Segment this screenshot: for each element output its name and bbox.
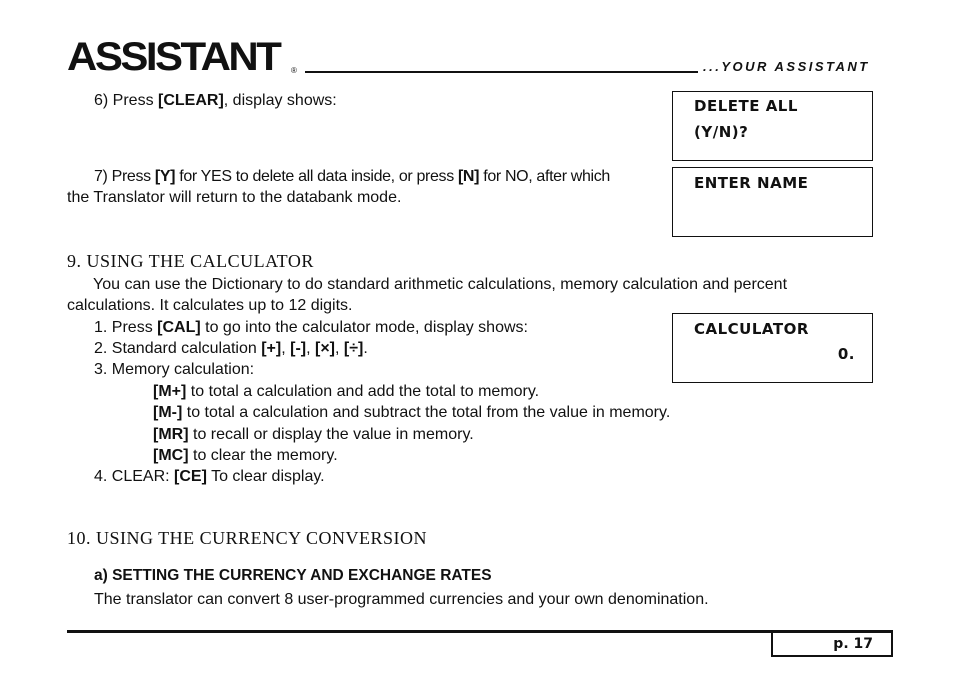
calculator-item-1: 1. Press [CAL] to go into the calculator mode, display shows: — [94, 319, 528, 336]
key-mc: [MC] — [153, 447, 189, 464]
display-enter-name-text: ENTER NAME — [694, 174, 809, 192]
section-currency-title: 10. USING THE CURRENCY CONVERSION — [67, 528, 428, 548]
display-delete-line1: DELETE ALL — [694, 97, 798, 115]
display-delete-all — [672, 91, 873, 161]
key-minus: [-] — [290, 340, 307, 357]
display-calculator — [672, 313, 873, 383]
calculator-intro-line2: calculations. It calculates up to 12 digits. — [67, 297, 353, 314]
display-delete-line2: (Y/N)? — [694, 123, 749, 141]
key-multiply: [×] — [314, 340, 335, 357]
step-7-line2: the Translator will return to the databank mode. — [67, 189, 402, 206]
calculator-item-4: 4. CLEAR: [CE] To clear display. — [94, 468, 325, 485]
display-calculator-label: CALCULATOR — [694, 320, 809, 338]
key-n: [N] — [457, 168, 480, 185]
memory-item-mc: [MC] to clear the memory. — [153, 447, 338, 464]
key-ce: [CE] — [174, 468, 207, 485]
calculator-intro: You can use the Dictionary to do standard arithmetic calculations, memory calculation and percent — [93, 276, 788, 293]
registered-mark: ® — [291, 66, 297, 75]
step-7-line1: 7) Press [Y] for YES to delete all data inside, or press [N] for NO, after which — [94, 168, 610, 185]
footer-rule — [67, 630, 893, 633]
currency-text: The translator can convert 8 user-programmed currencies and your own denomination. — [94, 591, 709, 608]
brand-logo: ASSISTANT — [67, 34, 280, 79]
memory-item-mplus: [M+] to total a calculation and add the total to memory. — [153, 383, 540, 400]
memory-item-mr: [MR] to recall or display the value in memory. — [153, 426, 474, 443]
calculator-item-3: 3. Memory calculation: — [94, 361, 255, 378]
currency-subtitle: a) SETTING THE CURRENCY AND EXCHANGE RATES — [94, 567, 492, 584]
key-y: [Y] — [154, 168, 176, 185]
key-m-minus: [M-] — [153, 404, 183, 421]
step-6: 6) Press [CLEAR], display shows: — [94, 92, 337, 109]
key-cal: [CAL] — [157, 319, 201, 336]
key-m-plus: [M+] — [153, 383, 187, 400]
key-plus: [+] — [261, 340, 282, 357]
key-divide: [÷] — [343, 340, 364, 357]
memory-item-mminus: [M-] to total a calculation and subtract the total from the value in memory. — [153, 404, 671, 421]
display-calculator-value: 0. — [837, 345, 855, 363]
display-enter-name — [672, 167, 873, 237]
section-calculator-title: 9. USING THE CALCULATOR — [67, 251, 314, 271]
header-rule — [305, 71, 698, 73]
key-mr: [MR] — [153, 426, 189, 443]
calculator-item-2: 2. Standard calculation [+], [-], [×], [÷]. — [94, 340, 368, 357]
page-number: p. 17 — [771, 631, 893, 657]
key-clear: [CLEAR] — [158, 92, 224, 109]
header-tagline: ...YOUR ASSISTANT — [703, 59, 870, 74]
